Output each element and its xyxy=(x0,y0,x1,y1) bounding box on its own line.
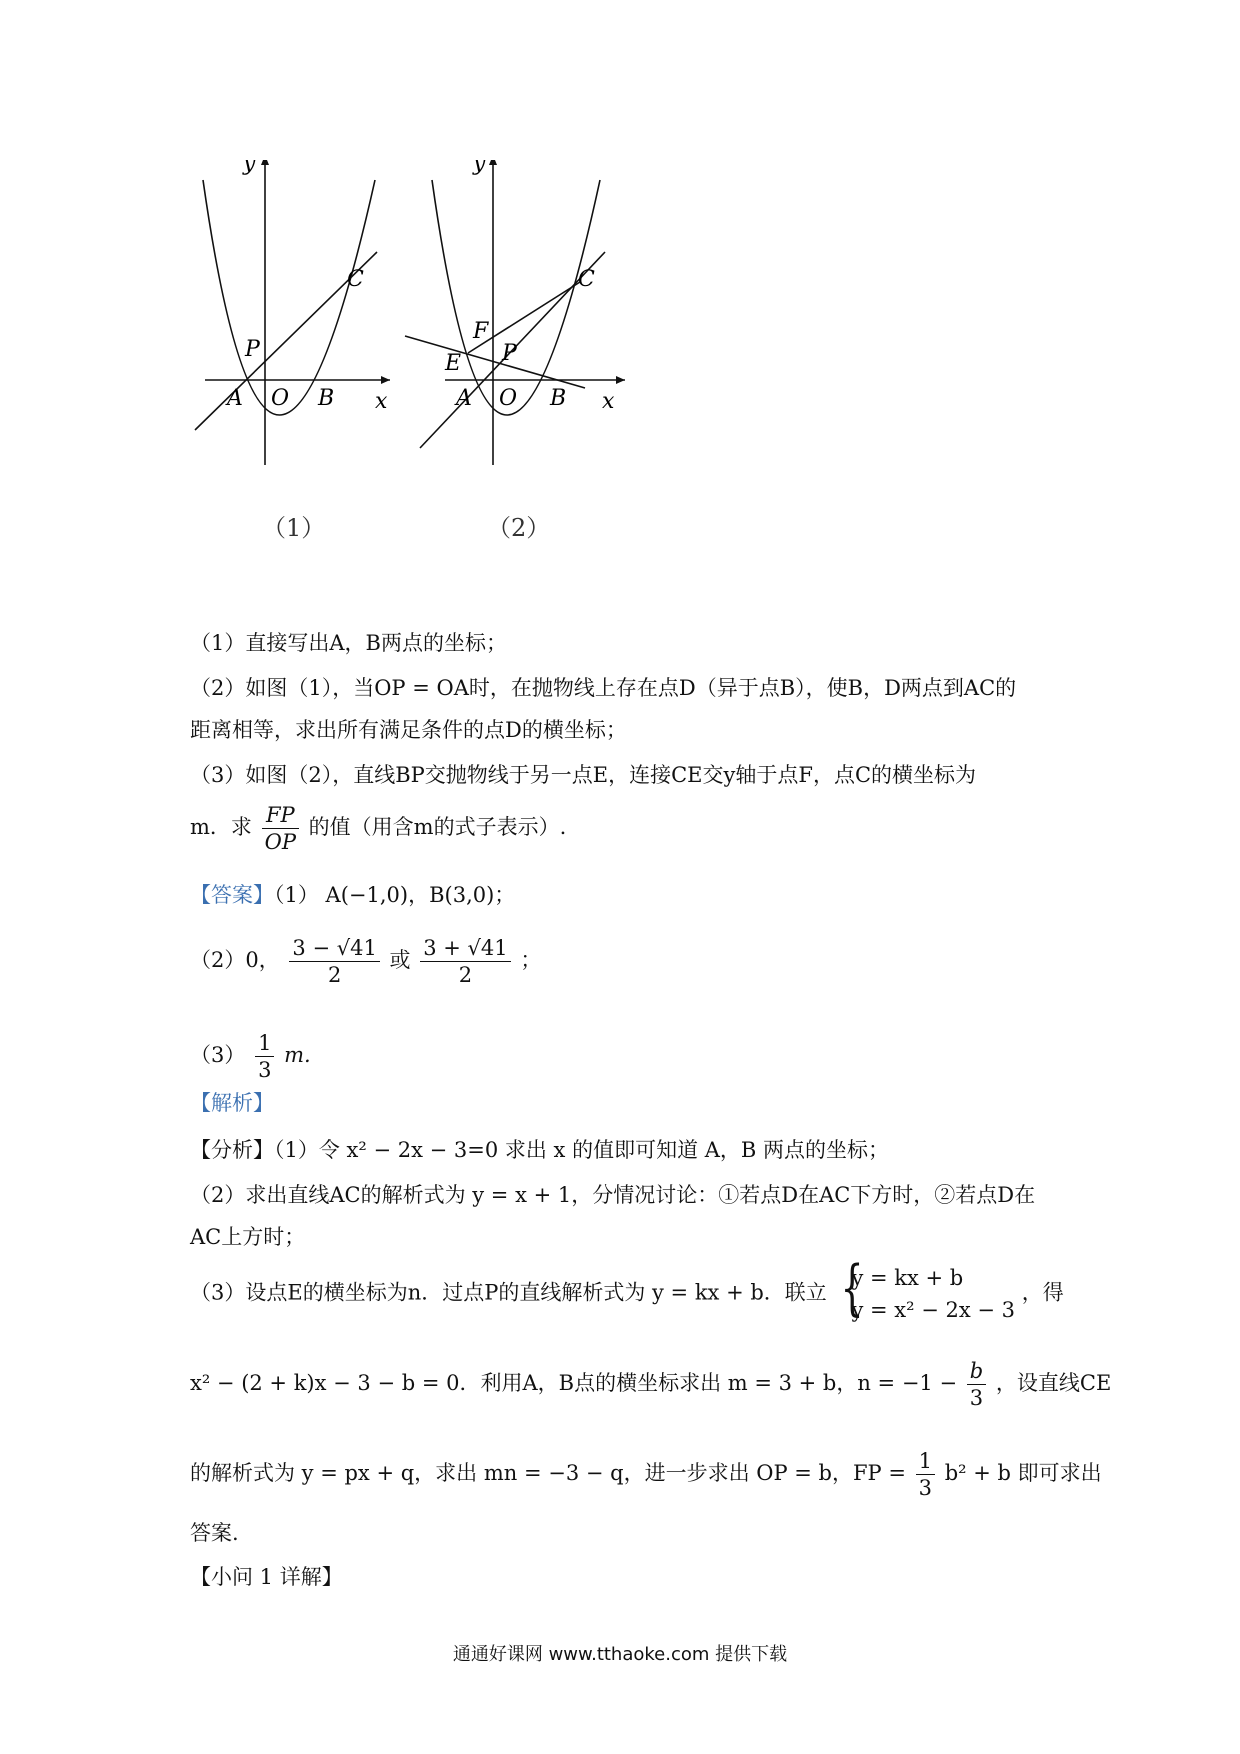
fenxi-3c-frac-den: 3 xyxy=(918,1476,933,1500)
fenxi-3a-post: ，得 xyxy=(1021,1280,1064,1305)
figure-1-graph xyxy=(185,160,415,480)
fenxi-3b-frac xyxy=(967,1358,986,1411)
answer-2-frac-1-num: 3 − √41 xyxy=(289,935,379,962)
answer-2-frac-2 xyxy=(420,935,510,988)
answer-2-frac-2-den: 2 xyxy=(458,963,473,987)
fenxi-3c-frac-num: 1 xyxy=(916,1448,935,1475)
fig1-label-p: P xyxy=(245,337,260,362)
answer-3-frac-num: 1 xyxy=(255,1030,274,1057)
fenxi-3c-frac xyxy=(916,1448,935,1501)
fenxi-3c-pre: 的解析式为 y = px + q，求出 mn = −3 − q，进一步求出 OP = b，FP = xyxy=(190,1461,906,1485)
question-1: （1）直接写出A，B两点的坐标； xyxy=(190,631,507,655)
fenxi-3c-post: b² + b 即可求出 xyxy=(944,1461,1102,1485)
question-3-line-b xyxy=(190,802,566,855)
fig2-label-b: B xyxy=(550,386,567,411)
equation-system xyxy=(833,1253,1016,1326)
fig2-label-e: E xyxy=(445,351,462,376)
fig1-label-b: B xyxy=(318,386,335,411)
system-row-1: y = kx + b xyxy=(851,1266,964,1290)
fig1-label-y: y xyxy=(243,160,256,176)
fenxi-3b-frac-den: 3 xyxy=(969,1386,984,1410)
system-brace: { xyxy=(841,1253,865,1323)
answer-3-frac-den: 3 xyxy=(258,1058,272,1082)
q3-fraction xyxy=(262,802,299,855)
figure-1-caption: （1） xyxy=(262,514,326,542)
fenxi-3a-pre: （3）设点E的横坐标为n．过点P的直线解析式为 y = kx + b．联立 xyxy=(190,1280,827,1305)
figure-2-caption: （2） xyxy=(487,514,551,542)
answer-line-1 xyxy=(190,880,515,910)
analysis-fenxi-2a: （2）求出直线AC的解析式为 y = x + 1，分情况讨论：①若点D在AC下方时，②若点D在 xyxy=(190,1183,1036,1207)
analysis-fenxi-2b: AC上方时； xyxy=(190,1225,306,1249)
figure-2 xyxy=(400,160,650,480)
analysis-fenxi-1: 【分析】（1）令 x² − 2x − 3=0 求出 x 的值即可知道 A，B 两点的坐标； xyxy=(190,1138,890,1162)
analysis-fenxi-3a xyxy=(190,1253,1064,1326)
answer-tag: 【答案】 xyxy=(190,883,274,907)
answer-1: （1） A(−1,0)，B(3,0)； xyxy=(274,883,516,907)
analysis-tag: 【解析】 xyxy=(190,1091,274,1115)
fig2-label-x: x xyxy=(602,389,615,414)
answer-2-end: ； xyxy=(520,948,542,972)
q3-fraction-den: OP xyxy=(264,830,296,854)
answer-line-2 xyxy=(190,935,541,988)
fenxi-3b-frac-num: b xyxy=(967,1358,986,1385)
answer-2-frac-2-num: 3 + √41 xyxy=(420,935,510,962)
q3-post: 的值（用含m的式子表示）. xyxy=(308,815,567,839)
figure-1 xyxy=(185,160,415,480)
fig1-label-a: A xyxy=(227,386,243,411)
page-footer: 通通好课网 www.tthaoke.com 提供下载 xyxy=(452,1644,788,1665)
answer-2-or: 或 xyxy=(389,948,411,972)
fig2-label-c: C xyxy=(578,267,595,292)
analysis-xiaowen-1: 【小问 1 详解】 xyxy=(190,1565,343,1589)
question-2-line-a: （2）如图（1），当OP = OA时，在抛物线上存在点D（异于点B），使B，D两点到AC的 xyxy=(190,676,1017,700)
fenxi-3b-post: ，设直线CE xyxy=(995,1371,1112,1395)
fig2-label-o: O xyxy=(499,386,518,411)
fig1-label-x: x xyxy=(375,389,388,414)
system-row-2: y = x² − 2x − 3 xyxy=(851,1298,1016,1322)
fig1-label-o: O xyxy=(271,386,290,411)
fig2-label-a: A xyxy=(456,386,472,411)
answer-2-frac-1 xyxy=(289,935,379,988)
q3-fraction-num: FP xyxy=(262,802,299,829)
fenxi-3b-pre: x² − (2 + k)x − 3 − b = 0．利用A，B点的横坐标求出 m = 3 + b，n = −1 − xyxy=(190,1371,958,1395)
fig2-label-p: P xyxy=(502,341,517,366)
answer-3-pre: （3） xyxy=(190,1043,246,1067)
fig2-label-f: F xyxy=(473,319,489,344)
question-3-line-a: （3）如图（2），直线BP交抛物线于另一点E，连接CE交y轴于点F，点C的横坐标为 xyxy=(190,763,977,787)
analysis-fenxi-3d: 答案. xyxy=(190,1521,239,1545)
fig2-label-y: y xyxy=(473,160,486,176)
question-2-line-b: 距离相等，求出所有满足条件的点D的横坐标； xyxy=(190,718,627,742)
answer-2-frac-1-den: 2 xyxy=(327,963,342,987)
answer-2-pre: （2）0， xyxy=(190,948,280,972)
figure-2-graph xyxy=(400,160,650,480)
fig1-label-c: C xyxy=(347,267,364,292)
answer-3-post: m. xyxy=(284,1043,311,1067)
analysis-fenxi-3c xyxy=(190,1448,1102,1501)
answer-line-3 xyxy=(190,1030,311,1083)
analysis-fenxi-3b xyxy=(190,1358,1111,1411)
q3-pre: m．求 xyxy=(190,815,252,839)
answer-3-frac xyxy=(255,1030,274,1083)
